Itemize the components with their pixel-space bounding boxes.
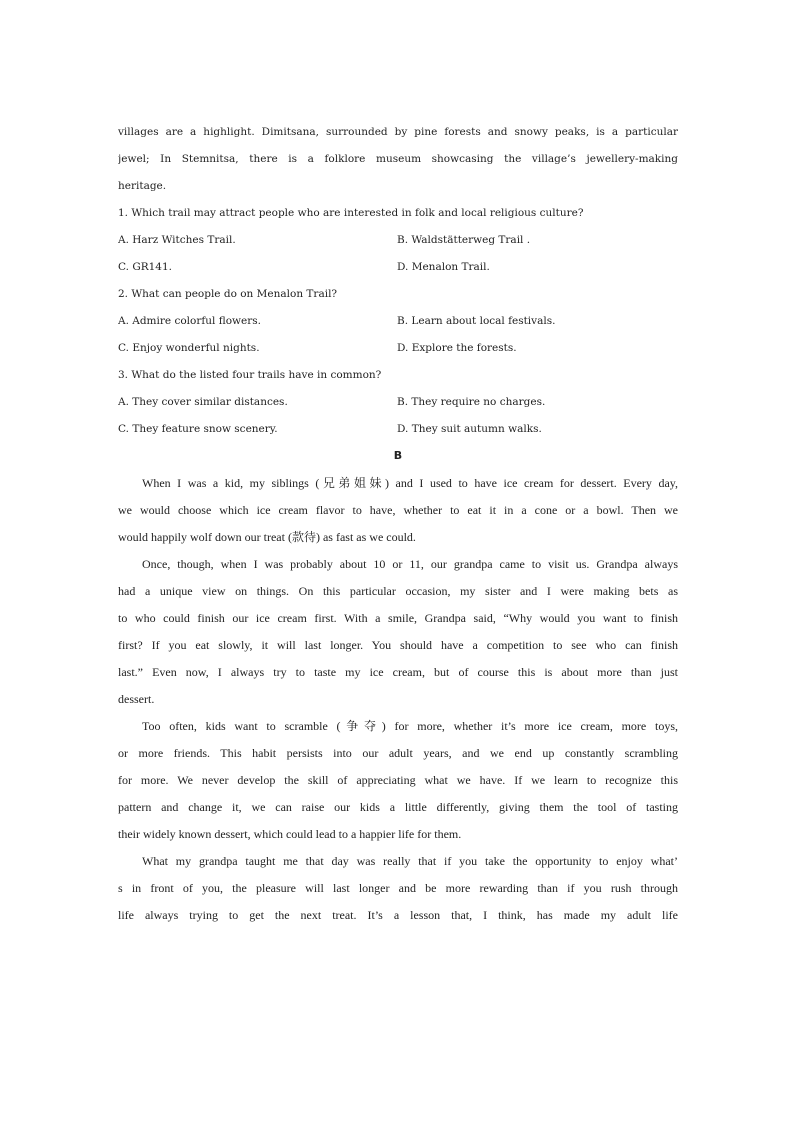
text-line: jewel; In Stemnitsa, there is a folklore museum showcasing the village’s jewellery-making: [118, 153, 678, 165]
text-line: Too often, kids want to scramble (争夺) for more, whether it’s more ice cream, more toys,: [142, 719, 678, 733]
text-line: dessert.: [118, 692, 155, 706]
text-line: When I was a kid, my siblings (兄弟姐妹) and I used to have ice cream for dessert. Every day,: [142, 476, 678, 490]
paragraph-1: [118, 473, 678, 554]
option-row: [118, 419, 678, 446]
text-line: life always trying to get the next treat. It’s a lesson that, I think, has made my adult life: [118, 908, 678, 922]
paragraph-2: [118, 554, 678, 716]
text-line: we would choose which ice cream flavor to have, whether to eat it in a cone or a bowl. Then we: [118, 503, 678, 517]
question-stem: 3. What do the listed four trails have in common?: [118, 369, 382, 381]
option-c: C. They feature snow scenery.: [118, 423, 278, 435]
section-heading: B: [393, 449, 403, 462]
text-line: for more. We never develop the skill of appreciating what we have. If we learn to recognize this: [118, 773, 678, 787]
question-stem: 1. Which trail may attract people who are interested in folk and local religious culture?: [118, 207, 584, 219]
text-line: Once, though, when I was probably about 10 or 11, our grandpa came to visit us. Grandpa always: [142, 557, 678, 571]
option-d: D. Explore the forests.: [397, 342, 517, 354]
question-stem: 2. What can people do on Menalon Trail?: [118, 288, 338, 300]
passage-b: [118, 473, 678, 932]
question-2: [118, 284, 678, 365]
question-3: [118, 365, 678, 446]
option-c: C. GR141.: [118, 261, 173, 273]
option-a: A. Admire colorful flowers.: [118, 315, 261, 327]
question-1: [118, 203, 678, 284]
text-line: had a unique view on things. On this particular occasion, my sister and I were making bets as: [118, 584, 678, 598]
text-line: What my grandpa taught me that day was really that if you take the opportunity to enjoy what’: [142, 854, 678, 868]
text-line: s in front of you, the pleasure will last longer and be more rewarding than if you rush through: [118, 881, 678, 895]
option-row: [118, 338, 678, 365]
option-c: C. Enjoy wonderful nights.: [118, 342, 260, 354]
option-b: B. Waldstätterweg Trail .: [397, 234, 531, 246]
text-line: would happily wolf down our treat (款待) as fast as we could.: [118, 530, 416, 544]
option-row: [118, 392, 678, 419]
option-row: [118, 311, 678, 338]
option-a: A. They cover similar distances.: [118, 396, 288, 408]
paragraph-3: [118, 716, 678, 851]
option-d: D. Menalon Trail.: [397, 261, 490, 273]
text-line: heritage.: [118, 180, 167, 192]
paragraph-4: [118, 851, 678, 932]
option-row: [118, 230, 678, 257]
text-line: pattern and change it, we can raise our kids a little differently, giving them the tool of tasting: [118, 800, 678, 814]
option-row: [118, 257, 678, 284]
option-d: D. They suit autumn walks.: [397, 423, 542, 435]
text-line: last.” Even now, I always try to taste my ice cream, but of course this is about more than just: [118, 665, 678, 679]
option-b: B. Learn about local festivals.: [397, 315, 556, 327]
intro-passage: [118, 122, 678, 203]
document-page: [118, 122, 678, 932]
option-b: B. They require no charges.: [397, 396, 546, 408]
text-line: their widely known dessert, which could lead to a happier life for them.: [118, 827, 462, 841]
text-line: to who could finish our ice cream first. With a smile, Grandpa said, “Why would you want to finish: [118, 611, 678, 625]
text-line: or more friends. This habit persists into our adult years, and we end up constantly scrambling: [118, 746, 678, 760]
text-line: villages are a highlight. Dimitsana, surrounded by pine forests and snowy peaks, is a particular: [118, 126, 678, 138]
option-a: A. Harz Witches Trail.: [118, 234, 236, 246]
text-line: first? If you eat slowly, it will last longer. You should have a competition to see who can finish: [118, 638, 678, 652]
